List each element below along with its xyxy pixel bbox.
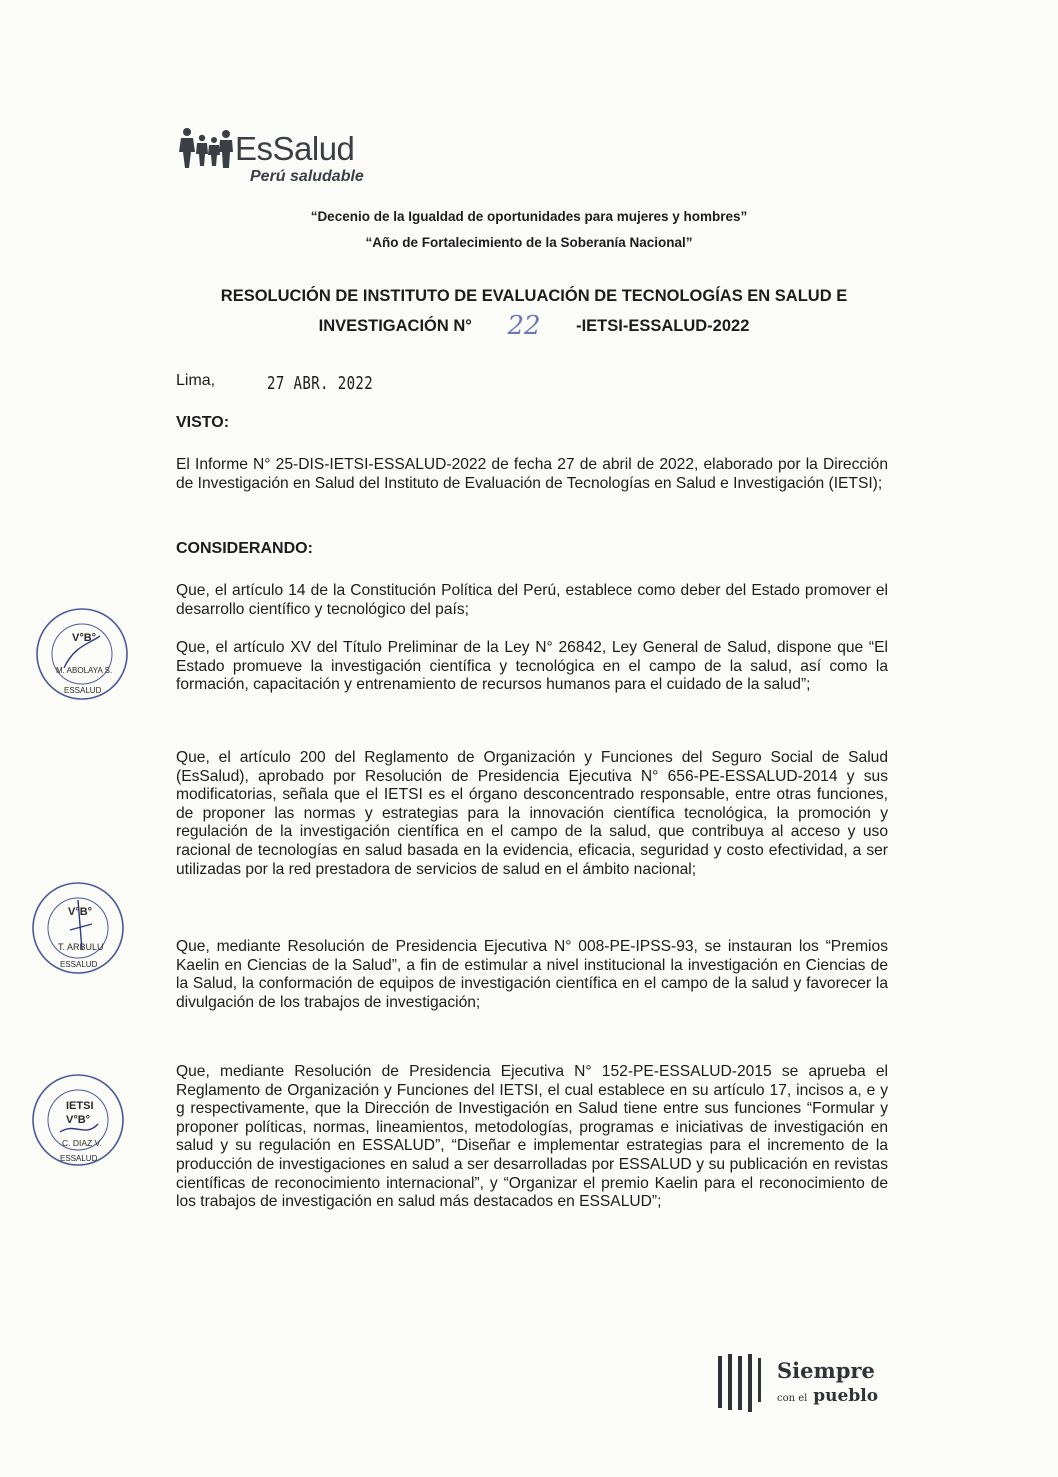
considerando-paragraph-1: Que, el artículo 14 de la Constitución Política del Perú, establece como deber del Estado promover el desarrollo científico y tecnológico del país; [176,582,888,618]
seal-1-bottom: ESSALUD [64,686,102,695]
date-stamp: 27 ABR. 2022 [267,373,374,394]
resolution-number-suffix: -IETSI-ESSALUD-2022 [576,317,750,335]
siempre-con-el-pueblo-logo [712,1352,892,1422]
seal-2-mark: V°B° [68,906,93,918]
seal-2-bottom: ESSALUD [60,960,98,969]
seal-3-name: C. DIAZ V. [62,1138,102,1148]
family-figures-icon [178,126,234,172]
considerando-paragraph-3: Que, el artículo 200 del Reglamento de Organización y Funciones del Seguro Social de Salud (EsSalud), aprobado por Resolución de Presidencia Ejecutiva N° 656-PE-ESSALUD-2014 y sus modificatorias, señala que el IETSI es el órgano desconcentrado responsable, entre otras funciones, de proponer las normas y estrategias para la innovación científica tecnológica, la promoción y regulación de la investigación científica en el campo de la salud, que contribuya al acceso y uso racional de tecnologías en salud basada en la evidencia, eficacia, seguridad y costo efectividad, a ser utilizadas por la red prestadora de servicios de salud en el ámbito nacional; [176,749,888,878]
footer-line-2-small: con el [777,1393,808,1404]
seal-3-mark: V°B° [66,1114,91,1126]
approval-seal-1 [34,606,130,702]
resolution-title-line-2 [176,311,892,341]
essalud-logo [178,122,398,192]
visto-heading: VISTO: [176,414,230,431]
resolution-title-line-1: RESOLUCIÓN DE INSTITUTO DE EVALUACIÓN DE TECNOLOGÍAS EN SALUD E [220,287,848,305]
logo-tagline: Perú saludable [250,168,364,185]
footer-line-2 [777,1386,878,1406]
date-label: Lima, [176,372,216,389]
seal-1-name: M. ABOLAYA S. [56,666,113,675]
seal-3-top: IETSI [66,1100,94,1112]
considerando-heading: CONSIDERANDO: [176,540,313,557]
resolution-title [176,281,892,341]
columns-logo-icon [716,1352,768,1414]
seal-3-bottom: ESSALUD [60,1154,98,1163]
resolution-number-handwritten: 22 [507,311,541,341]
considerando-paragraph-5: Que, mediante Resolución de Presidencia Ejecutiva N° 152-PE-ESSALUD-2015 se aprueba el Reglamento de Organización y Funciones del IETSI, el cual establece en su artículo 17, incisos a, e y g respectivamente, que la Dirección de Investigación en Salud tiene entre sus funciones “Formular y proponer políticas, normas, lineamientos, metodologías, programas e iniciativas de investigación en salud y su regulación en ESSALUD”, “Diseñar e implementar estrategias para el incremento de la producción de investigaciones en salud a ser desarrolladas por ESSALUD y su publicación en revistas científicas de reconocimiento internacional”, y “Organizar el premio Kaelin para el reconocimiento de los trabajos de investigación en salud más destacados en ESSALUD”; [176,1063,888,1211]
logo-brand-text: EsSalud [235,130,355,167]
motto-line-2: “Año de Fortalecimiento de la Soberanía Nacional” [365,235,693,250]
approval-seal-2 [30,880,126,976]
considerando-paragraph-2: Que, el artículo XV del Título Preliminar de la Ley N° 26842, Ley General de Salud, dispone que “El Estado promueve la investigación científica y tecnológica en el campo de la salud, así como la formación, capacitación y entrenamiento de recursos humanos para el cuidado de la salud”; [176,639,888,694]
seal-1-mark: V°B° [72,632,97,644]
approval-seal-3 [30,1072,126,1168]
footer-line-2-big: pueblo [813,1386,879,1406]
considerando-paragraph-4: Que, mediante Resolución de Presidencia Ejecutiva N° 008-PE-IPSS-93, se instauran los “Premios Kaelin en Ciencias de la Salud”, a fin de estimular a nivel institucional la investigación en Ciencias de la Salud, la conformación de equipos de investigación científica en el campo de la salud y favorecer la divulgación de los trabajos de investigación; [176,938,888,1011]
motto-line-1: “Decenio de la Igualdad de oportunidades para mujeres y hombres” [310,209,748,224]
seal-2-name: T. ARBULU [58,942,104,952]
footer-line-1: Siempre [777,1358,875,1383]
visto-paragraph: El Informe N° 25-DIS-IETSI-ESSALUD-2022 de fecha 27 de abril de 2022, elaborado por la Dirección de Investigación en Salud del Instituto de Evaluación de Tecnologías en Salud e Investigación (IETSI); [176,456,888,492]
resolution-number-prefix: INVESTIGACIÓN N° [318,317,472,335]
